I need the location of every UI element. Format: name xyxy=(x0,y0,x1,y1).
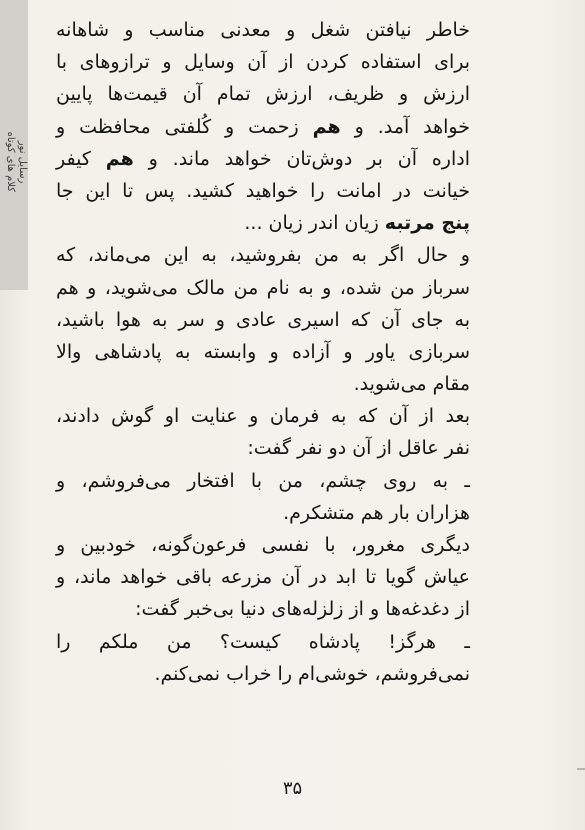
emphasis: هم xyxy=(312,115,341,138)
text-line: نفر عاقل از آن دو نفر گفت: xyxy=(247,437,470,460)
text-line: دیگری مغرور، با نفسی فرعون‌گونه، خودبین و xyxy=(56,534,470,556)
text-line: اداره آن بر دوش‌تان خواهد ماند. و هم کیفر xyxy=(56,147,470,170)
text-line: از دغدغه‌ها و از زلزله‌های دنیا بی‌خبر گفت: xyxy=(135,598,470,621)
text-line: سرباز من شده، و به نام من مالک می‌شوید، و هم xyxy=(56,276,470,299)
text-line: خواهد آمد. و هم زحمت و کُلفتی محافظت و xyxy=(56,115,470,138)
side-tab-label xyxy=(4,132,28,192)
emphasis: پنج مرتبه xyxy=(384,212,470,235)
text-line: ـ هرگز! پادشاه کیست؟ من ملکم را xyxy=(56,630,470,653)
text-line: به جای آن که اسیری عادی و سر به هوا باشید، xyxy=(56,308,470,331)
text-line: ـ به روی چشم، من با افتخار می‌فروشم، و xyxy=(56,469,470,492)
page-number: ۳۵ xyxy=(282,778,303,799)
side-tab-subtitle: کلام های کوتاه xyxy=(5,131,16,192)
text-line: مقام می‌شوید. xyxy=(353,373,470,396)
text-line: نمی‌فروشم، خوشی‌ام را خراب نمی‌کنم. xyxy=(154,662,470,685)
emphasis: هم xyxy=(105,147,134,170)
text-line: پنج مرتبه زیان اندر زیان ... xyxy=(244,212,470,235)
text-line: خیانت در امانت را خواهید کشید. پس تا این جا xyxy=(56,179,470,202)
text-line: هزاران بار هم متشکرم. xyxy=(283,501,470,524)
page-edge-mark xyxy=(577,768,585,770)
side-tab-title: رسایل نور xyxy=(17,140,28,184)
body-text xyxy=(56,14,470,690)
text-line: ارزش و ظریف، ارزش تمام آن قیمت‌ها پایین xyxy=(56,83,470,106)
text-line: سربازی یاور و آزاده و وابسته به پادشاهی والا xyxy=(56,340,470,363)
text-line: برای استفاده کردن از آن وسایل و ترازوهای با xyxy=(56,51,470,74)
text-line: و حال اگر به من بفروشید، به این می‌ماند، که xyxy=(56,244,470,267)
side-tab xyxy=(0,0,28,290)
text-line: عیاش گویا تا ابد در آن مزرعه باقی خواهد ماند، و xyxy=(56,566,470,589)
text-line: خاطر نیافتن شغل و معدنی مناسب و شاهانه xyxy=(56,19,470,41)
text-line: بعد از آن که به فرمان و عنایت او گوش دادند، xyxy=(56,405,470,428)
